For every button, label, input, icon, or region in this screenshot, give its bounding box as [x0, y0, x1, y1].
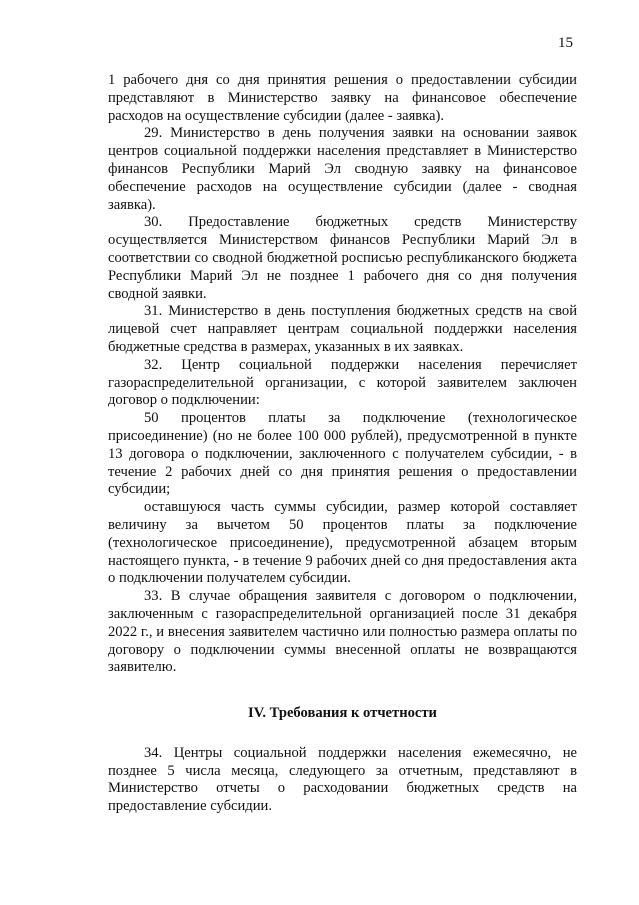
paragraph-continuation: 1 рабочего дня со дня принятия решения о предоставлении субсидии представляют в Министерство заявку на финансовое обеспечение расходов на осуществление субсидии (далее - заявка).	[108, 72, 577, 124]
paragraph-32: 32. Центр социальной поддержки населения перечисляет газораспределительной организации, с которой заявителем заключен договор о подключении:	[108, 356, 577, 409]
paragraph-31: 31. Министерство в день поступления бюджетных средств на свой лицевой счет направляет центрам социальной поддержки населения бюджетные средства в размерах, указанных в их заявках.	[108, 303, 577, 355]
paragraph-29: 29. Министерство в день получения заявки на основании заявок центров социальной поддержки населения представляет в Министерство финансов Республики Марий Эл сводную заявку на финансовое обеспечение расходов на осуществление субсидии (далее - сводная заявка).	[108, 125, 577, 213]
paragraph-33: 33. В случае обращения заявителя с договором о подключении, заключенным с газораспределительной организацией после 31 декабря 2022 г., и внесения заявителем частично или полностью размера оплаты по договору о подключении суммы внесенной оплаты не возвращаются заявителю.	[108, 588, 577, 676]
paragraph-32-item-1: 50 процентов платы за подключение (технологическое присоединение) (но не более 100 000 рублей), предусмотренной в пункте 13 договора о подключении, заключенного с получателем субсидии, - в течение 2 рабочих дней со дня принятия решения о предоставлении субсидии;	[108, 410, 577, 498]
page-number: 15	[558, 35, 573, 51]
paragraph-34: 34. Центры социальной поддержки населения ежемесячно, не позднее 5 числа месяца, следующего за отчетным, представляют в Министерство отчеты о расходовании бюджетных средств на предоставление субсидии.	[108, 744, 577, 815]
document-body	[108, 72, 577, 816]
section-title: IV. Требования к отчетности	[248, 705, 437, 722]
paragraph-32-item-2: оставшуюся часть суммы субсидии, размер которой составляет величину за вычетом 50 процентов платы за подключение (технологическое присоединение), предусмотренной абзацем вторым настоящего пункта, - в течение 9 рабочих дней со дня предоставления акта о подключении получателем субсидии.	[108, 499, 577, 587]
paragraph-30: 30. Предоставление бюджетных средств Министерству осуществляется Министерством финансов Республики Марий Эл в соответствии со сводной бюджетной росписью республиканского бюджета Республики Марий Эл не позднее 1 рабочего дня со дня получения сводной заявки.	[108, 214, 577, 302]
